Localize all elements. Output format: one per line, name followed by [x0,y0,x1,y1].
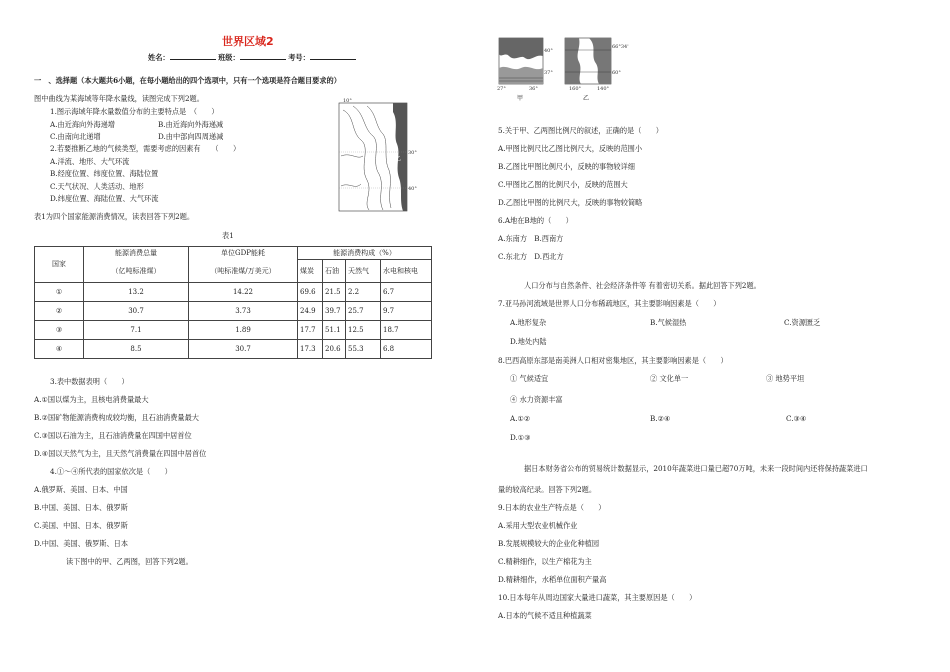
jia-lat-40: 40° [544,48,553,54]
exam-label: 考号： [288,53,310,62]
header-gdp: 单位GDP能耗 [189,247,298,260]
q7-option-b: B.气候湿热 [650,318,687,327]
yi-lat-60: 60° [612,70,621,76]
q1-option-a: A.由近海向外海递增 [50,120,115,129]
header-total-unit: （亿吨标准煤） [84,260,189,283]
intro-q9-10-line1: 据日本财务省公布的贸易统计数据显示，2010年蔬菜进口量已超70万吨，未来一段时间内还将保持蔬菜进口 [524,464,868,473]
q3-option-c: C.③国以石油为主，且石油消费量在四国中居首位 [34,431,192,440]
cell-country: ④ [35,339,84,358]
map-jia [497,38,553,102]
cell-total: 13.2 [84,282,189,301]
intro-q5-6: 读下图中的甲、乙两图，回答下列2题。 [66,557,193,566]
q8-option-a: A.①② [510,414,531,423]
cell-oil: 39.7 [323,301,346,320]
cell-gas: 12.5 [346,320,381,339]
q8-item-1: ① 气候适宜 [510,374,549,383]
q8-stem: 8.巴西高原东部是南美洲人口相对密集地区，其主要影响因素是（ ） [498,356,728,365]
q2-option-a: A.洋流、地形、大气环流 [50,157,130,166]
table-row [35,282,432,301]
q8-item-3: ③ 地势平坦 [766,374,805,383]
q7-option-a: A.地形复杂 [510,318,547,327]
table-row [35,339,432,358]
q1-option-b: B.由近海向外海递减 [158,120,224,129]
header-country: 国家 [35,247,84,283]
class-label: 班级： [218,53,240,62]
jia-lon-36: 36° [529,86,538,92]
map-yi-label: 乙 [583,95,590,102]
section-heading: 一 、选择题（本大题共6小题，在每小题给出的四个选项中，只有一个选项是符合题目要求的） [34,76,341,85]
cell-total: 8.5 [84,339,189,358]
cell-coal: 17.3 [298,339,323,358]
jia-lon-27: 27° [497,86,506,92]
yi-lon-160: 160° [569,86,582,92]
q6-options-ab: A.东南方 B.西南方 [498,234,564,243]
q8-option-d: D.①③ [510,433,531,442]
map-yi [565,38,629,102]
q2-stem: 2.若要推断乙地的气候类型，需要考虑的因素有 （ ） [50,144,241,153]
q2-option-b: B.经度位置、纬度位置、海陆位置 [50,169,159,178]
jia-yi-maps [495,34,645,104]
cell-gas: 25.7 [346,301,381,320]
q7-option-d: D.地处内陆 [510,337,547,346]
yi-lat-6634: 66°34' [612,44,629,50]
q7-stem: 7.亚马孙河流域是世界人口分布稀疏地区，其主要影响因素是（ ） [498,299,721,308]
q2-option-d: D.纬度位置、海陆位置、大气环流 [50,194,159,203]
q9-option-a: A.采用大型农业机械作业 [498,521,578,530]
q9-stem: 9.日本的农业生产特点是（ ） [498,503,606,512]
map1-lon-label: 10° [343,98,352,104]
energy-table [34,246,432,359]
class-blank[interactable] [240,52,286,60]
header-gdp-unit: （吨标准煤/万美元） [189,260,298,283]
q8-item-2: ② 文化单一 [650,374,689,383]
intro-q7-8: 人口分布与自然条件、社会经济条件等 有着密切关系。据此回答下列2题。 [524,281,761,290]
isohyet-map [333,96,417,214]
q5-option-a: A.甲图比例尺比乙图比例尺大，反映的范围小 [498,144,643,153]
name-blank[interactable] [170,52,216,60]
q3-option-a: A.①国以煤为主，且核电消费量最大 [34,395,149,404]
cell-total: 7.1 [84,320,189,339]
cell-gdp: 3.73 [189,301,298,320]
q4-option-c: C.美国、中国、日本、俄罗斯 [34,521,128,530]
q5-option-d: D.乙图比甲图的比例尺大，反映的事物较简略 [498,198,643,207]
q6-options-cd: C.东北方 D.西北方 [498,252,564,261]
map1-place-yi: 乙 [396,156,402,162]
header-hydro: 水电和核电 [381,260,432,283]
q9-option-d: D.精耕细作，水稻单位面积产量高 [498,575,607,584]
exam-number-blank[interactable] [310,52,356,60]
name-label: 姓名： [148,53,170,62]
table-header-row [35,247,432,260]
cell-coal: 69.6 [298,282,323,301]
q9-option-b: B.发展规模较大的企业化种植园 [498,539,600,548]
header-mix: 能源消费构成（%） [298,247,432,260]
q1-option-c: C.由南向北递增 [50,132,101,141]
q7-option-c: C.资源匮乏 [784,318,821,327]
q6-stem: 6.A地在B地的（ ） [498,216,573,225]
cell-gdp: 14.22 [189,282,298,301]
intro-q1-2: 图中曲线为某海域等年降水量线，读图完成下列2题。 [34,94,204,103]
q1-option-d: D.由中部向四周递减 [158,132,224,141]
q4-option-a: A.俄罗斯、美国、日本、中国 [34,485,128,494]
map-jia-label: 甲 [517,95,524,102]
cell-country: ① [35,282,84,301]
q3-option-d: D.④国以天然气为主，且天然气消费量在四国中居首位 [34,449,207,458]
cell-gas: 55.3 [346,339,381,358]
q8-item-4: ④ 水力资源丰富 [510,395,563,404]
table-row [35,320,432,339]
q8-option-c: C.③④ [786,414,807,423]
cell-coal: 17.7 [298,320,323,339]
map1-lat-40: 40° [408,186,417,192]
table-caption: 表1 [222,231,234,240]
q10-stem: 10.日本每年从周边国家大量进口蔬菜，其主要原因是（ ） [498,593,697,602]
cell-gdp: 1.89 [189,320,298,339]
cell-hydro: 18.7 [381,320,432,339]
cell-hydro: 6.7 [381,282,432,301]
intro-q3-4: 表1为四个国家能源消费情况，读表回答下列2题。 [34,212,195,221]
header-total: 能源消费总量 [84,247,189,260]
header-gas: 天然气 [346,260,381,283]
cell-hydro: 9.7 [381,301,432,320]
page-title: 世界区域2 [222,35,274,48]
student-info-line [148,52,356,62]
q5-option-c: C.甲图比乙图的比例尺小，反映的范围大 [498,180,628,189]
cell-gdp: 30.7 [189,339,298,358]
q9-option-c: C.精耕细作，以生产棉花为主 [498,557,592,566]
q3-stem: 3.表中数据表明（ ） [50,377,129,386]
q10-option-a: A.日本的气候不适且种植蔬菜 [498,611,592,620]
intro-q9-10-line2: 量的较高纪录。回答下列2题。 [498,485,597,494]
q1-stem: 1.图示海域年降水量数值分布的主要特点是 （ ） [50,107,219,116]
cell-gas: 2.2 [346,282,381,301]
yi-lon-140: 140° [597,86,610,92]
q4-stem: 4.①～④所代表的国家依次是（ ） [50,467,172,476]
q2-option-c: C.天气状况、人类活动、地形 [50,182,144,191]
cell-oil: 20.6 [323,339,346,358]
cell-country: ③ [35,320,84,339]
header-coal: 煤炭 [298,260,323,283]
q4-option-d: D.中国、美国、俄罗斯、日本 [34,539,129,548]
q5-option-b: B.乙图比甲图比例尺小，反映的事物较详细 [498,162,635,171]
jia-lat-37: 37° [544,70,553,76]
table-subheader-row [35,260,432,283]
cell-oil: 51.1 [323,320,346,339]
q8-option-b: B.②④ [650,414,671,423]
cell-country: ② [35,301,84,320]
cell-hydro: 6.8 [381,339,432,358]
q3-option-b: B.②国矿物能源消费构成较均衡，且石油消费量最大 [34,413,199,422]
header-oil: 石油 [323,260,346,283]
cell-total: 30.7 [84,301,189,320]
table-row [35,301,432,320]
map1-lat-30: 30° [408,150,417,156]
q5-stem: 5.关于甲、乙两图比例尺的叙述，正确的是（ ） [498,126,663,135]
q4-option-b: B.中国、美国、日本、俄罗斯 [34,503,128,512]
cell-oil: 21.5 [323,282,346,301]
cell-coal: 24.9 [298,301,323,320]
